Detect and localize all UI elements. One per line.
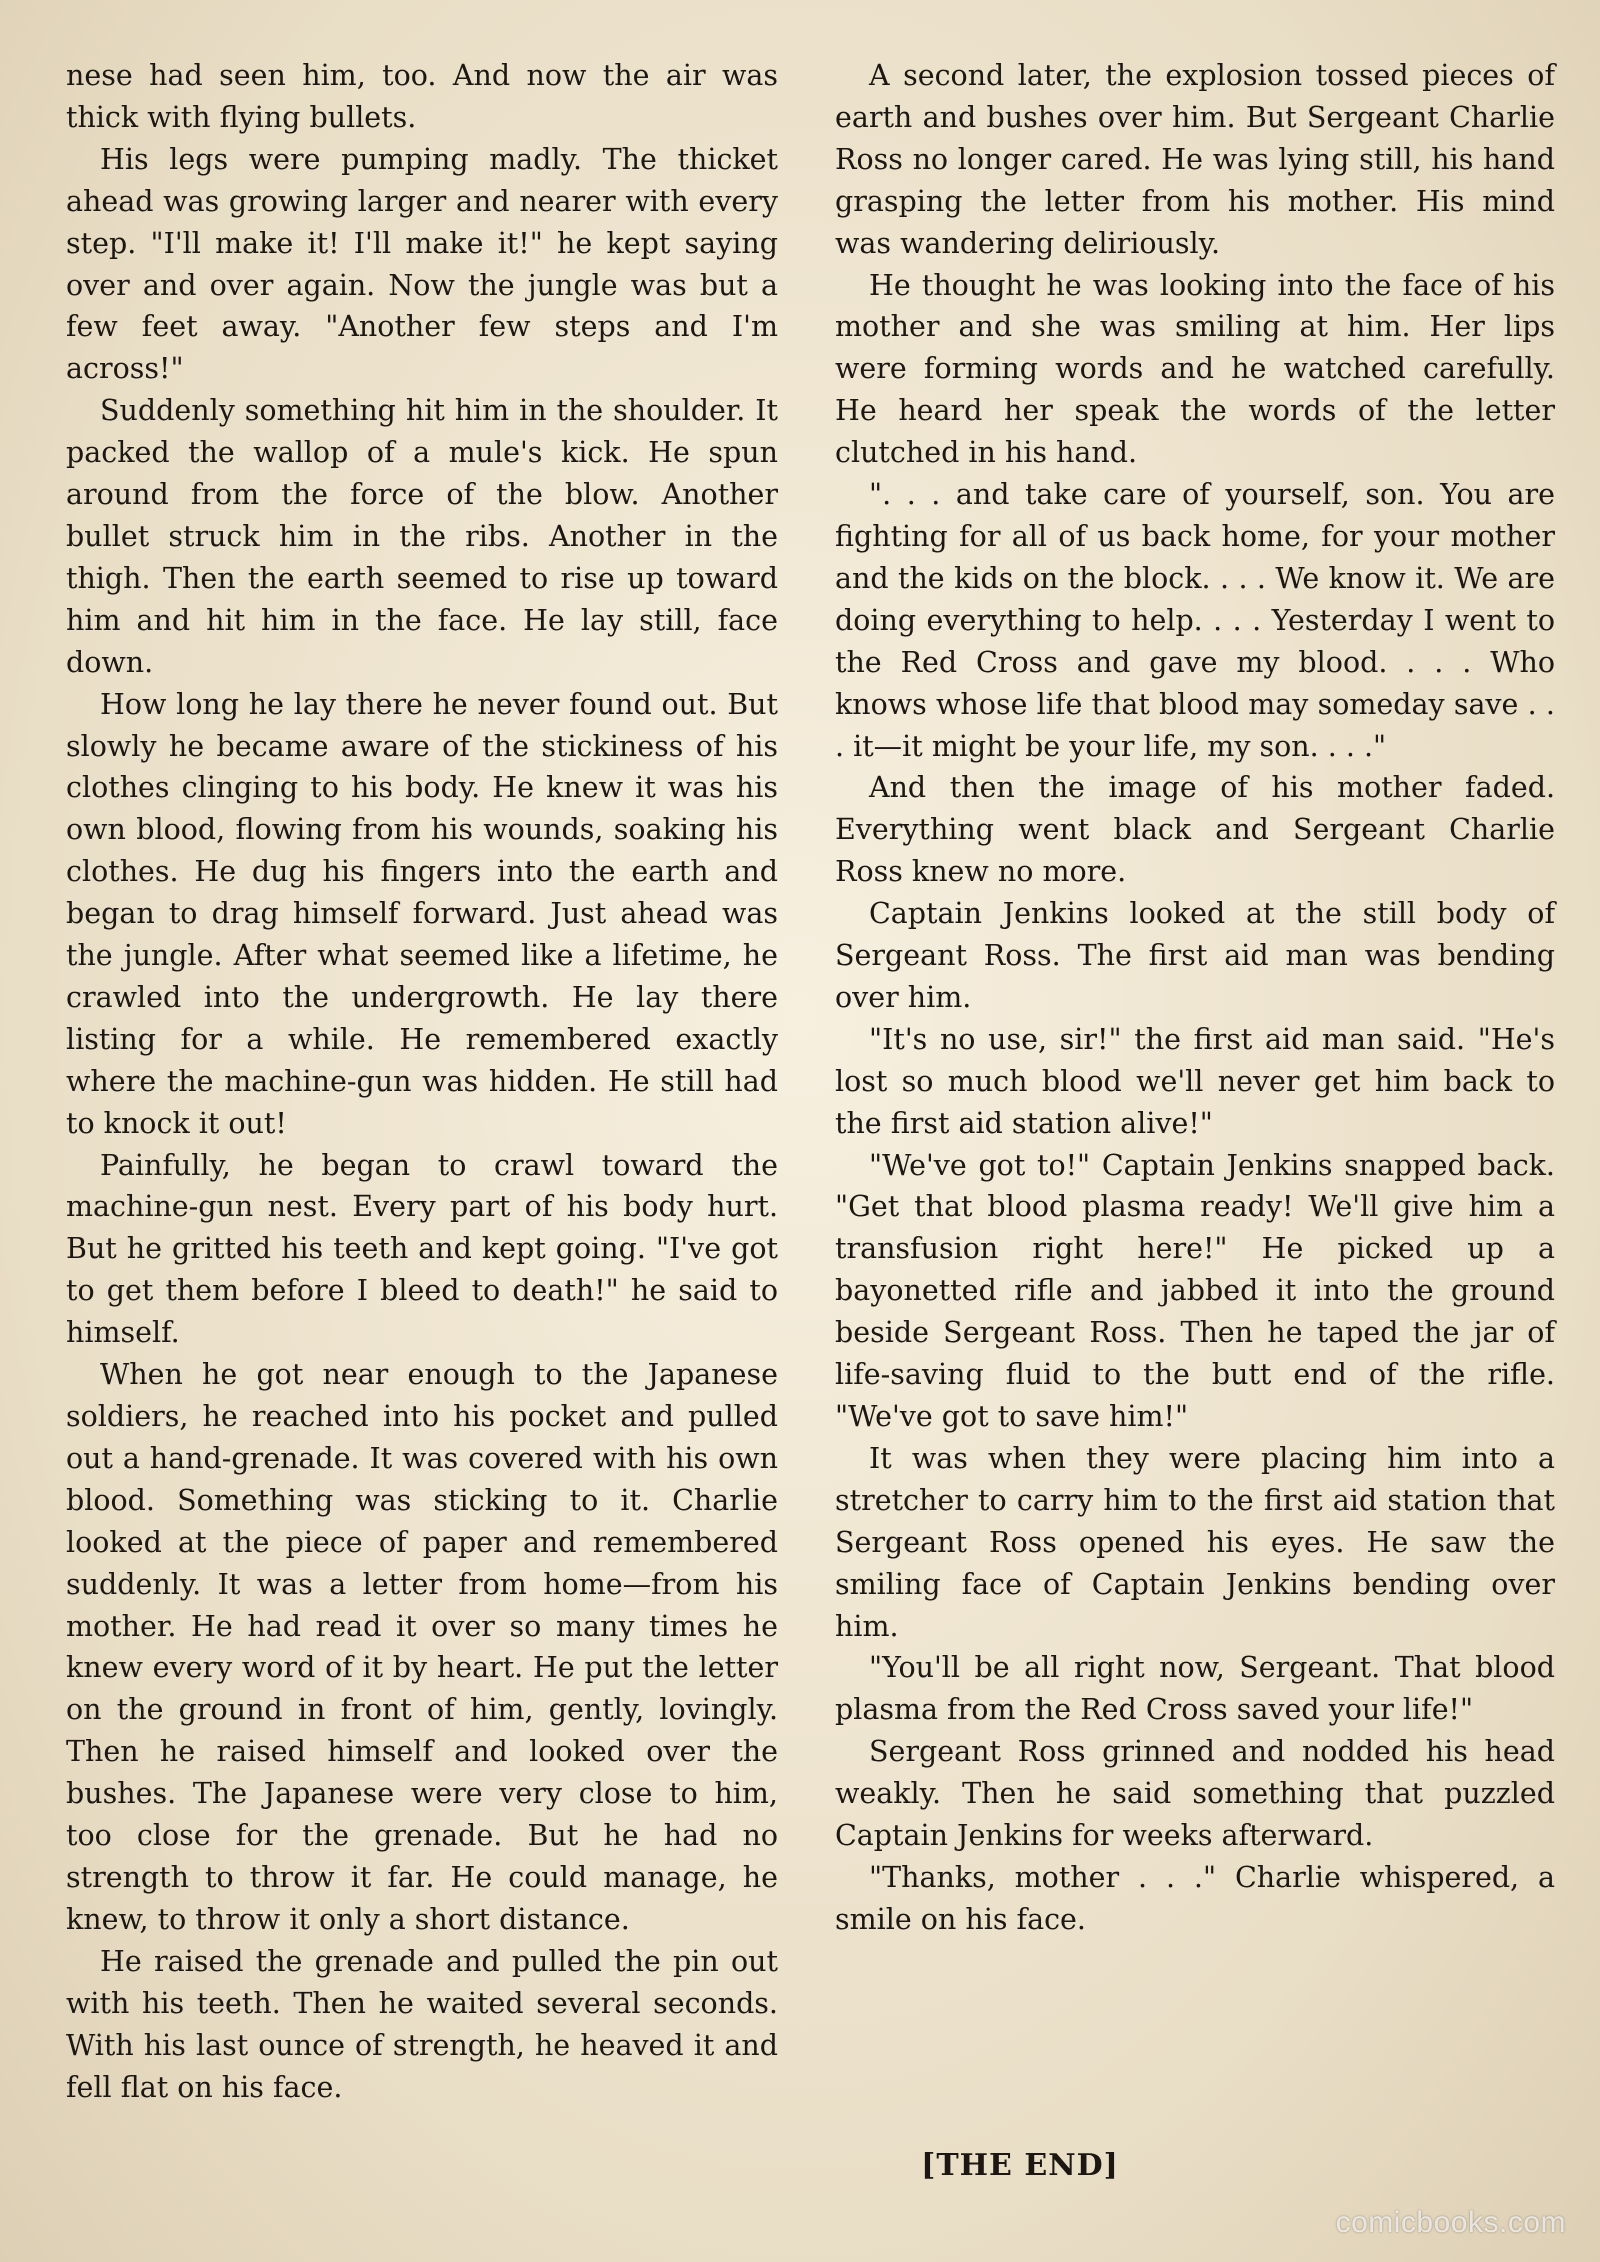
paragraph: "Thanks, mother . . ." Charlie whispered, a smile on his face.	[835, 1860, 1555, 1936]
paragraph: And then the image of his mother faded. Everything went black and Sergeant Charlie Ross knew no more.	[835, 771, 1555, 889]
paragraph: Painfully, he began to crawl toward the machine-gun nest. Every part of his body hurt. But he gritted his teeth and kept going. "I've got to get them before I bleed to death!" he said to himself.	[66, 1148, 778, 1350]
paragraph: How long he lay there he never found out. But slowly he became aware of the stickiness of his clothes clinging to his body. He knew it was his own blood, flowing from his wounds, soaking his clothes. He dug his fingers into the earth and began to drag himself forward. Just ahead was the jungle. After what seemed like a lifetime, he crawled into the undergrowth. He lay there listing for a while. He remembered exactly where the machine-gun was hidden. He still had to knock it out!	[66, 687, 778, 1140]
paragraph: Captain Jenkins looked at the still body of Sergeant Ross. The first aid man was bending over him.	[835, 897, 1555, 1014]
paragraph: "We've got to!" Captain Jenkins snapped back. "Get that blood plasma ready! We'll give him a transfusion right here!" He picked up a bayonetted rifle and jabbed it into the ground beside Sergeant Ross. Then he taped the jar of life-saving fluid to the butt end of the rifle. "We've got to save him!"	[835, 1148, 1555, 1433]
paragraph: He raised the grenade and pulled the pin out with his teeth. Then he waited several seconds. With his last ounce of strength, he heaved it and fell flat on his face.	[66, 1944, 778, 2104]
paragraph: ". . . and take care of yourself, son. You are fighting for all of us back home, for your mother and the kids on the block. . . . We know it. We are doing everything to help. . . . Yesterday I went to the Red Cross and gave my blood. . . . Who knows whose life that blood may someday save . . . it—it might be your life, my son. . . ."	[835, 478, 1555, 763]
paragraph: A second later, the explosion tossed pieces of earth and bushes over him. But Sergeant Charlie Ross no longer cared. He was lying still, his hand grasping the letter from his mother. His mind was wandering deliriously.	[835, 59, 1555, 260]
paragraph: "You'll be all right now, Sergeant. That blood plasma from the Red Cross saved your life!"	[835, 1651, 1555, 1727]
paragraph: "It's no use, sir!" the first aid man said. "He's lost so much blood we'll never get him back to the first aid station alive!"	[835, 1022, 1555, 1140]
paragraph: Suddenly something hit him in the shoulder. It packed the wallop of a mule's kick. He spun around from the force of the blow. Another bullet struck him in the ribs. Another in the thigh. Then the earth seemed to rise up toward him and hit him in the face. He lay still, face down.	[66, 394, 778, 679]
paragraph: He thought he was looking into the face of his mother and she was smiling at him. Her lips were forming words and he watched carefully. He heard her speak the words of the letter clutched in his hand.	[835, 268, 1555, 470]
paragraph: It was when they were placing him into a stretcher to carry him to the first aid station that Sergeant Ross opened his eyes. He saw the smiling face of Captain Jenkins bending over him.	[835, 1441, 1555, 1643]
right-text-column	[835, 55, 1555, 1941]
the-end-mark: [THE END]	[921, 2148, 1119, 2183]
paragraph: Sergeant Ross grinned and nodded his head weakly. Then he said something that puzzled Captain Jenkins for weeks afterward.	[835, 1735, 1555, 1853]
paragraph: When he got near enough to the Japanese soldiers, he reached into his pocket and pulled out a hand-grenade. It was covered with his own blood. Something was sticking to it. Charlie looked at the piece of paper and remembered suddenly. It was a letter from home—from his mother. He had read it over so many times he knew every word of it by heart. He put the letter on the ground in front of him, gently, lovingly. Then he raised himself and looked over the bushes. The Japanese were very close to him, too close for the grenade. But he had no strength to throw it far. He could manage, he knew, to throw it only a short distance.	[66, 1358, 778, 1936]
paragraph: His legs were pumping madly. The thicket ahead was growing larger and nearer with every step. "I'll make it! I'll make it!" he kept saying over and over again. Now the jungle was but a few feet away. "Another few steps and I'm across!"	[66, 142, 778, 386]
watermark: comicbooks.com	[1335, 2206, 1566, 2239]
paragraph: nese had seen him, too. And now the air was thick with flying bullets.	[66, 59, 778, 134]
left-text-column	[66, 55, 778, 2108]
